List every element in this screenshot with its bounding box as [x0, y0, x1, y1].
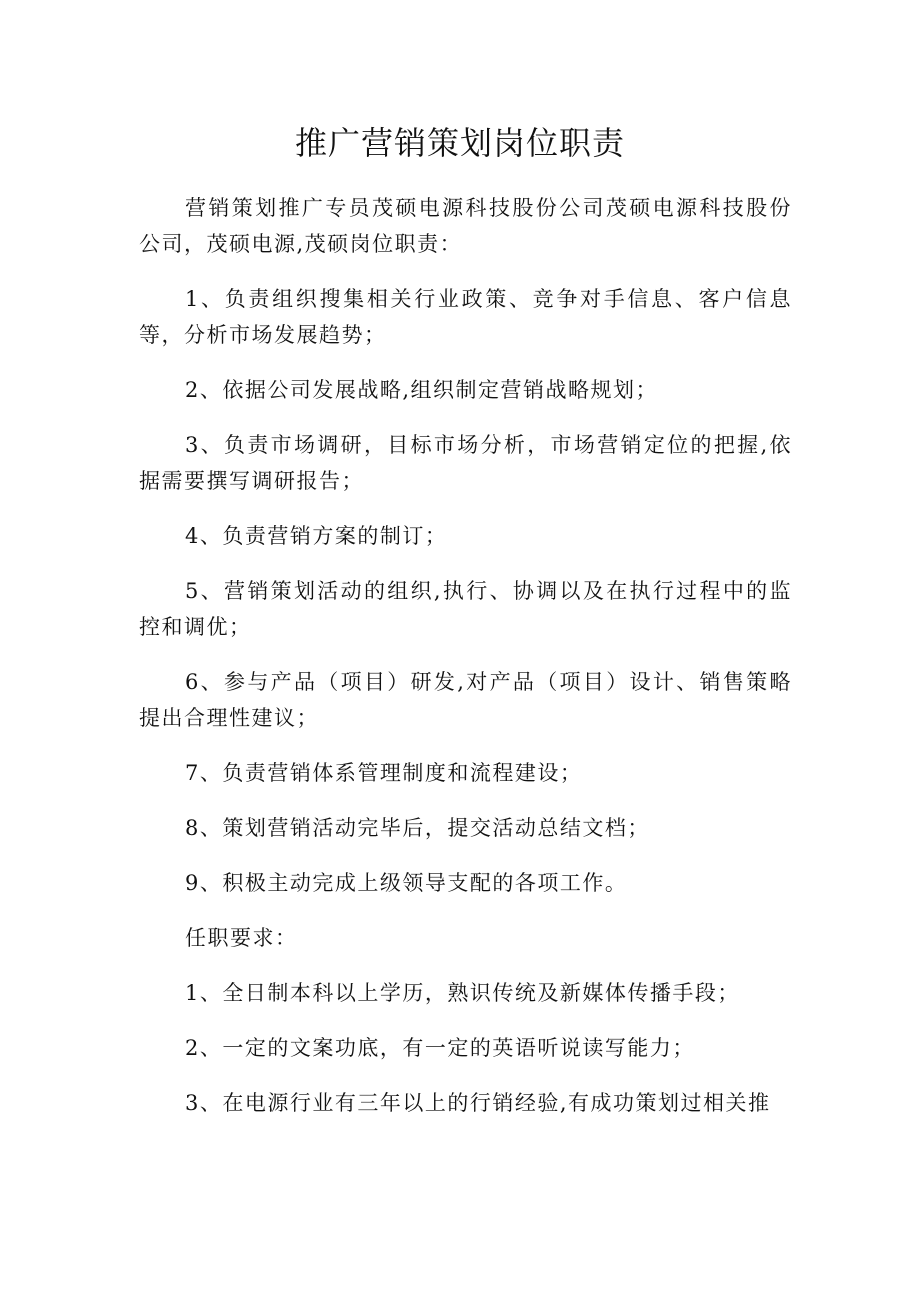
duty-item: 5、营销策划活动的组织,执行、协调以及在执行过程中的监控和调优； [139, 579, 792, 639]
requirement-item: 3、在电源行业有三年以上的行销经验,有成功策划过相关推 [185, 1091, 771, 1115]
document-title: 推广营销策划岗位职责 [294, 124, 625, 162]
duty-item: 3、负责市场调研，目标市场分析，市场营销定位的把握,依据需要撰写调研报告； [139, 433, 792, 493]
duty-item: 4、负责营销方案的制订； [185, 524, 448, 548]
duty-item: 8、策划营销活动完毕后，提交活动总结文档； [185, 816, 650, 840]
intro-paragraph: 营销策划推广专员茂硕电源科技股份公司茂硕电源科技股份公司，茂硕电源,茂硕岗位职责： [139, 196, 792, 256]
requirement-item: 2、一定的文案功底，有一定的英语听说读写能力； [185, 1036, 695, 1060]
document-body [139, 190, 792, 1140]
duty-item: 9、积极主动完成上级领导支配的各项工作。 [185, 871, 628, 895]
duty-item: 1、负责组织搜集相关行业政策、竞争对手信息、客户信息等，分析市场发展趋势； [139, 287, 792, 347]
requirements-heading: 任职要求： [185, 926, 298, 950]
requirement-item: 1、全日制本科以上学历，熟识传统及新媒体传播手段； [185, 981, 740, 1005]
duty-item: 2、依据公司发展战略,组织制定营销战略规划； [185, 378, 659, 402]
duty-item: 7、负责营销体系管理制度和流程建设； [185, 761, 583, 785]
duty-item: 6、参与产品（项目）研发,对产品（项目）设计、销售策略提出合理性建议； [139, 670, 792, 730]
